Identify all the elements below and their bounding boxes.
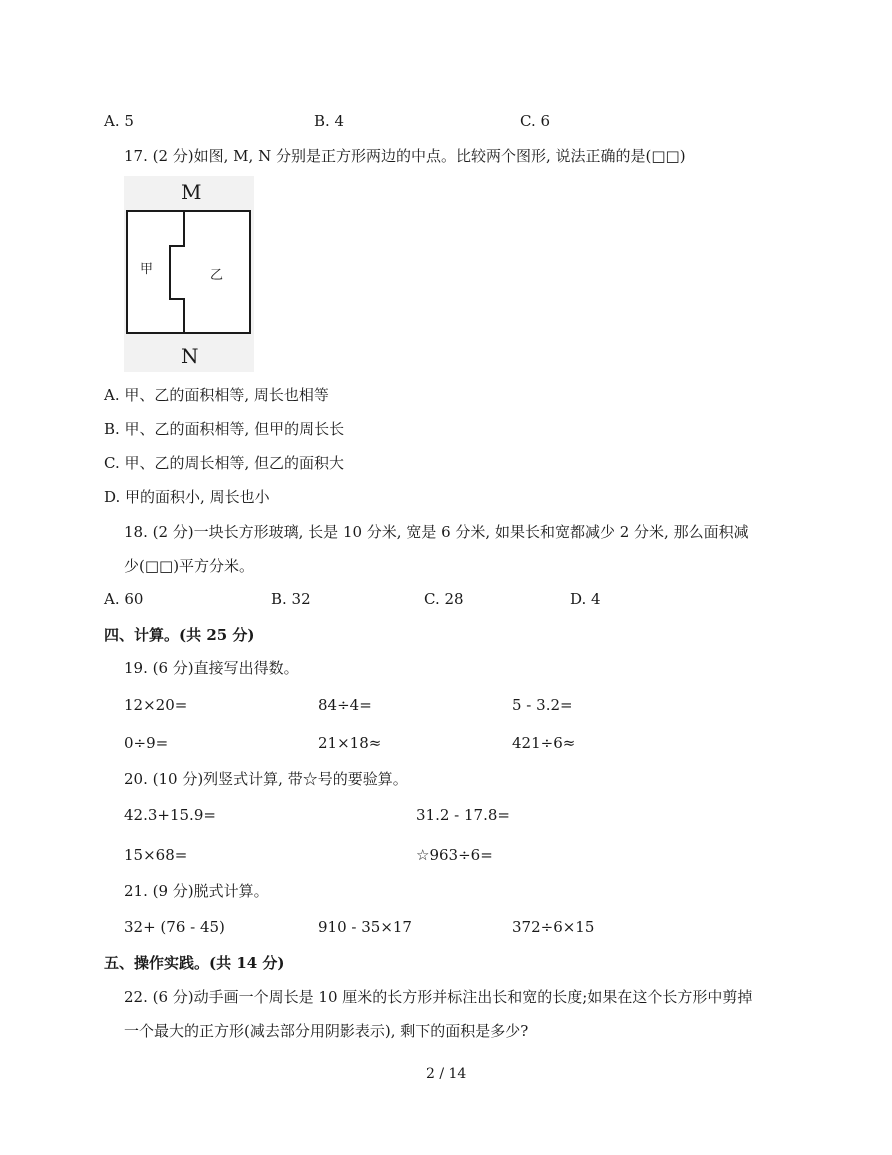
page-number: 2 / 14 (426, 1066, 467, 1082)
q21-item: 910 - 35×17 (318, 918, 412, 936)
label-n: N (181, 344, 199, 368)
label-m: M (181, 180, 202, 204)
q20-item: ☆963÷6= (416, 846, 493, 864)
q22-stem-line2: 一个最大的正方形(减去部分用阴影表示), 剩下的面积是多少? (124, 1022, 529, 1040)
q17-option-d: D. 甲的面积小, 周长也小 (104, 488, 270, 506)
q22-stem-line1: 22. (6 分)动手画一个周长是 10 厘米的长方形并标注出长和宽的长度;如果在这个长方形中剪掉 (124, 988, 753, 1006)
q18-option-b: B. 32 (271, 590, 311, 608)
q16-option-b: B. 4 (314, 112, 345, 130)
q19-item: 421÷6≈ (512, 734, 576, 752)
q18-option-a: A. 60 (104, 590, 144, 608)
q19-item: 12×20= (124, 696, 188, 714)
section5-title: 五、操作实践。(共 14 分) (104, 954, 285, 972)
q19-item: 0÷9= (124, 734, 169, 752)
q20-stem: 20. (10 分)列竖式计算, 带☆号的要验算。 (124, 770, 408, 788)
q21-stem: 21. (9 分)脱式计算。 (124, 882, 269, 900)
q18-stem-line2: 少(□□)平方分米。 (124, 557, 255, 575)
q17-option-c: C. 甲、乙的周长相等, 但乙的面积大 (104, 454, 345, 472)
q16-option-c: C. 6 (520, 112, 551, 130)
q17-figure (124, 176, 254, 372)
region-jia: 甲 (140, 262, 154, 277)
q17-option-b: B. 甲、乙的面积相等, 但甲的周长长 (104, 420, 345, 438)
q19-item: 84÷4= (318, 696, 372, 714)
q20-item: 42.3+15.9= (124, 806, 216, 824)
q21-item: 372÷6×15 (512, 918, 595, 936)
q19-stem: 19. (6 分)直接写出得数。 (124, 659, 299, 677)
q18-stem-line1: 18. (2 分)一块长方形玻璃, 长是 10 分米, 宽是 6 分米, 如果长和宽都减少 2 分米, 那么面积减 (124, 523, 749, 541)
q17-stem: 17. (2 分)如图, M, N 分别是正方形两边的中点。比较两个图形, 说法正确的是(□□) (124, 147, 686, 165)
section4-title: 四、计算。(共 25 分) (104, 626, 255, 644)
q20-item: 31.2 - 17.8= (416, 806, 510, 824)
q18-option-c: C. 28 (424, 590, 464, 608)
q17-option-a: A. 甲、乙的面积相等, 周长也相等 (104, 386, 329, 404)
q19-item: 5 - 3.2= (512, 696, 573, 714)
q20-item: 15×68= (124, 846, 188, 864)
region-yi: 乙 (210, 268, 224, 283)
q21-item: 32+ (76 - 45) (124, 918, 225, 936)
q16-option-a: A. 5 (104, 112, 134, 130)
q18-option-d: D. 4 (570, 590, 601, 608)
q19-item: 21×18≈ (318, 734, 382, 752)
